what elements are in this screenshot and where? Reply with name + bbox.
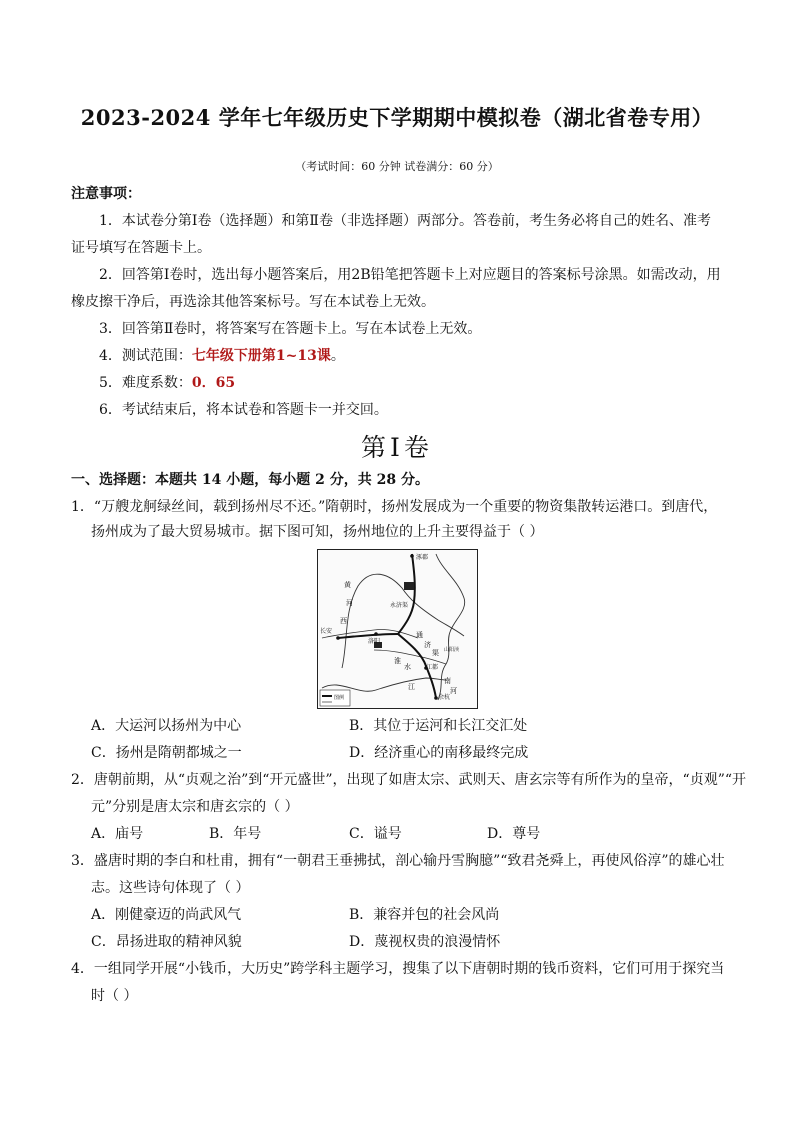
map-label-huang: 黄 xyxy=(344,581,351,589)
map-label-qu: 渠 xyxy=(432,649,439,657)
part1-heading: 一、选择题：本题共 14 小题，每小题 2 分，共 28 分。 xyxy=(71,472,429,488)
notice-item-2-cont: 橡皮擦干净后，再选涂其他答案标号。写在本试卷上无效。 xyxy=(71,294,435,310)
exam-title: 2023-2024 学年七年级历史下学期期中模拟卷（湖北省卷专用） xyxy=(80,105,714,130)
map-label-yongjiqu: 永济渠 xyxy=(390,602,409,609)
map-label-luoyang: 洛阳 xyxy=(368,638,381,645)
question-4-text: 4．一组同学开展“小钱币，大历史”跨学科主题学习，搜集了以下唐朝时期的钱币资料，它们可用于探究当 xyxy=(71,961,725,977)
question-3-text: 3．盛唐时期的李白和杜甫，拥有“一朝君王垂拂拭，剖心输丹雪胸臆”“致君尧舜上，再使风俗淳”的雄心壮 xyxy=(71,853,725,869)
question-2-option-c[interactable]: C．谥号 xyxy=(349,826,402,842)
difficulty-value: 0．65 xyxy=(191,375,236,391)
question-3-text-cont: 志。这些诗句体现了（ ） xyxy=(91,880,250,896)
map-label-xi: 西 xyxy=(340,617,347,625)
map-label-he: 河 xyxy=(346,599,353,607)
notice-item-1-cont: 证号填写在答题卡上。 xyxy=(71,240,211,256)
map-label-huai: 淮 xyxy=(394,657,401,665)
test-scope: 七年级下册第1~13课 xyxy=(191,348,331,364)
question-2-text: 2．唐朝前期，从“贞观之治”到“开元盛世”，出现了如唐太宗、武则天、唐玄宗等有所作为的皇帝，“贞观”“开 xyxy=(71,772,747,788)
question-1-text: 1．“万艘龙舸绿丝间，载到扬州尽不还。”隋朝时，扬州发展成为一个重要的物资集散转运港口。到唐代， xyxy=(71,499,718,515)
map-label-ji: 济 xyxy=(424,641,431,649)
exam-subtitle: （考试时间：60 分钟 试卷满分：60 分） xyxy=(295,160,499,173)
notice-item-1: 1．本试卷分第Ⅰ卷（选择题）和第Ⅱ卷（非选择题）两部分。答卷前，考生务必将自己的姓名、准考 xyxy=(99,213,711,229)
question-1-option-b[interactable]: B．其位于运河和长江交汇处 xyxy=(349,718,528,734)
map-label-jiang: 江 xyxy=(408,683,415,691)
question-3-option-d[interactable]: D．蔑视权贵的浪漫情怀 xyxy=(349,934,501,950)
question-1-option-d[interactable]: D．经济重心的南移最终完成 xyxy=(349,745,529,761)
question-3-option-a[interactable]: A．刚健豪迈的尚武风气 xyxy=(91,907,242,923)
map-label-zhuojun: 涿郡 xyxy=(416,554,429,561)
notice-item-5 xyxy=(99,373,235,393)
map-label-changan: 长安 xyxy=(320,628,333,635)
notice-item-4 xyxy=(99,346,345,366)
question-1-option-a[interactable]: A．大运河以扬州为中心 xyxy=(91,718,242,734)
question-1-text-cont: 扬州成为了最大贸易城市。据下图可知，扬州地位的上升主要得益于（ ） xyxy=(91,524,544,540)
question-4-text-cont: 时（ ） xyxy=(91,988,138,1004)
question-2-option-b[interactable]: B．年号 xyxy=(209,826,262,842)
notice-item-2: 2．回答第Ⅰ卷时，选出每小题答案后，用2B铅笔把答题卡上对应题目的答案标号涂黑。如需改动，用 xyxy=(99,267,721,283)
notice-item-6: 6．考试结束后，将本试卷和答题卡一并交回。 xyxy=(99,402,388,418)
map-label-he2: 河 xyxy=(450,687,457,695)
question-2-option-a[interactable]: A．庙号 xyxy=(91,826,144,842)
question-3-option-c[interactable]: C．昂扬进取的精神风貌 xyxy=(91,934,242,950)
notice-heading: 注意事项： xyxy=(71,186,141,202)
notice-item-3: 3．回答第Ⅱ卷时，将答案写在答题卡上。写在本试卷上无效。 xyxy=(99,321,482,337)
question-2-option-d[interactable]: D．尊号 xyxy=(487,826,541,842)
map-drawing xyxy=(318,550,477,708)
map-label-jiangdu: 江都 xyxy=(426,664,439,671)
grand-canal-map xyxy=(317,549,478,709)
map-label-nan: 南 xyxy=(444,677,451,685)
map-label-yuhang: 余杭 xyxy=(438,694,451,701)
question-3-option-b[interactable]: B．兼容并包的社会风尚 xyxy=(349,907,500,923)
notice-item-4-suffix: 。 xyxy=(330,348,345,364)
question-2-text-cont: 元”分别是唐太宗和唐玄宗的（ ） xyxy=(91,799,299,815)
notice-item-5-prefix: 5．难度系数： xyxy=(99,375,192,391)
question-1-option-c[interactable]: C．扬州是隋朝都城之一 xyxy=(91,745,242,761)
map-label-shui: 水 xyxy=(404,663,411,671)
section-title: 第Ⅰ卷 xyxy=(361,433,433,462)
map-label-shanyangdu: 山阳渎 xyxy=(444,647,460,653)
notice-item-4-prefix: 4．测试范围： xyxy=(99,348,192,364)
map-legend-label: 图例 xyxy=(334,695,345,701)
map-label-tong: 通 xyxy=(416,631,423,639)
